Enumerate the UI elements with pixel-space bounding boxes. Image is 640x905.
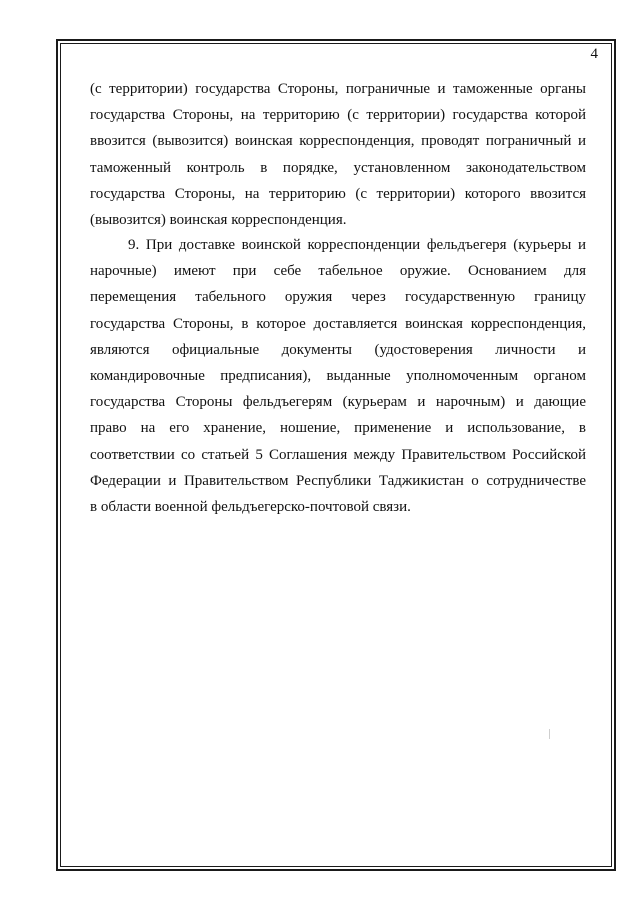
text-line: нарочные) имеют при себе табельное оружие. Основанием для	[90, 263, 586, 280]
text-line: право на его хранение, ношение, применение и использование, в	[90, 420, 586, 437]
text-line: перемещения табельного оружия через государственную границу	[90, 289, 586, 306]
text-line: являются официальные документы (удостоверения личности и	[90, 341, 586, 358]
paragraph-item-9	[90, 232, 586, 520]
text-line: (вывозится) воинская корреспонденция.	[90, 211, 347, 228]
text-line: государства Стороны, на территорию (с территории) государства которой	[90, 107, 586, 124]
text-line: государства Стороны фельдъегерям (курьерам и нарочным) и дающие	[90, 394, 586, 411]
text-line: государства Стороны, на территорию (с территории) которого ввозится	[90, 185, 586, 202]
text-line: 9. При доставке воинской корреспонденции фельдъегеря (курьеры и	[128, 237, 586, 253]
text-line: в области военной фельдъегерско-почтовой связи.	[90, 498, 411, 515]
text-line: соответствии со статьей 5 Соглашения между Правительством Российской	[90, 446, 586, 463]
text-line: таможенный контроль в порядке, установленном законодательством	[90, 159, 586, 176]
text-line: командировочные предписания), выданные уполномоченным органом	[90, 367, 586, 384]
paragraph-continuation	[90, 76, 586, 233]
text-line: Федерации и Правительством Республики Таджикистан о сотрудничестве	[90, 472, 586, 489]
page-number: 4	[590, 46, 598, 62]
text-line: (с территории) государства Стороны, пограничные и таможенные органы	[90, 81, 586, 97]
scan-artifact	[549, 729, 550, 739]
text-line: государства Стороны, в которое доставляется воинская корреспонденция,	[90, 315, 586, 332]
text-line: ввозится (вывозится) воинская корреспонденция, проводят пограничный и	[90, 133, 586, 150]
